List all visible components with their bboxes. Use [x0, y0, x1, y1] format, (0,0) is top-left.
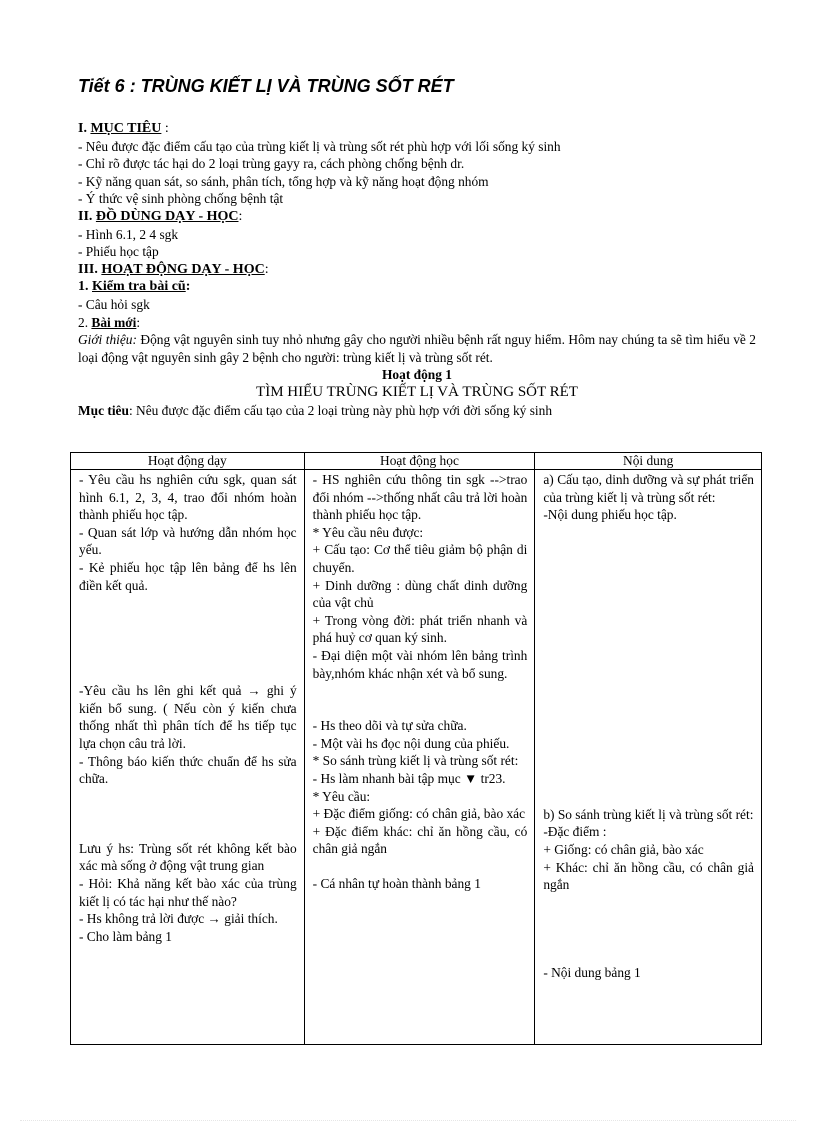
part-suffix: : [136, 314, 141, 330]
objective-item: - Chỉ rõ được tác hại do 2 loại trùng gayy ra, cách phòng chống bệnh dr. [78, 156, 465, 172]
student-step: - Hs làm nhanh bài tập mục ▼ tr23. [312, 770, 506, 786]
content-item: -Nội dung phiếu học tập. [543, 507, 677, 523]
objective-item: - Nêu được đặc điểm cấu tạo của trùng kiết lị và trùng sốt rét phù hợp với lối sống ký sinh [78, 138, 561, 154]
student-step: - Cá nhân tự hoàn thành bảng 1 [312, 875, 481, 891]
content-item: - Nội dung bảng 1 [543, 964, 641, 980]
content-item: a) Cấu tạo, dinh dưỡng và sự phát triển của trùng kiết lị và trùng sốt rét: [543, 472, 754, 505]
section-suffix: : [264, 261, 269, 277]
teacher-step: - Quan sát lớp và hướng dẫn nhóm học yếu. [79, 524, 297, 558]
part-suffix: : [185, 279, 191, 295]
section-activities-heading [78, 261, 756, 279]
section-objectives-heading [78, 120, 756, 138]
student-step: - Hs theo dõi và tự sửa chữa. [312, 718, 467, 734]
goal-label: Mục tiêu [78, 402, 129, 418]
part-heading-text: Bài mới [91, 314, 137, 330]
section-heading-text: HOẠT ĐỘNG DẠY - HỌC [101, 261, 265, 277]
activity-subtitle: TÌM HIỂU TRÙNG KIẾT LỊ VÀ TRÙNG SỐT RÉT [256, 383, 578, 400]
content-item: + Khác: chỉ ăn hồng cầu, có chân giả ngắn [543, 859, 754, 893]
part-number: 1. [78, 279, 92, 295]
review-item: - Câu hỏi sgk [78, 296, 150, 312]
activity-title: Hoạt động 1 [382, 367, 452, 383]
teacher-step: - Hs không trả lời được → giải thích. [79, 911, 278, 927]
introduction-paragraph [78, 331, 756, 366]
teacher-step: - Yêu cầu hs nghiên cứu sgk, quan sát hình 6.1, 2, 3, 4, trao đổi nhóm hoàn thành phiếu học tập. [79, 472, 297, 523]
table-row [71, 470, 762, 1045]
intro-label: Giới thiệu: [78, 332, 137, 348]
student-step: * Yêu cầu: [312, 788, 371, 804]
header-teacher-activity: Hoạt động dạy [71, 453, 305, 470]
lesson-table [70, 452, 762, 1045]
activity-goal [78, 402, 756, 420]
content-item: -Đặc điểm : [543, 824, 607, 840]
student-step: + Dinh dưỡng : dùng chất dinh dưỡng của vật chủ [312, 577, 528, 611]
student-step: + Đặc điểm khác: chỉ ăn hồng cầu, có chân giả ngắn [312, 823, 528, 857]
lesson-title: Tiết 6 : TRÙNG KIẾT LỊ VÀ TRÙNG SỐT RÉT [78, 76, 454, 96]
student-step: + Đặc điểm giống: có chân giả, bào xác [312, 806, 526, 822]
section-number: III. [78, 261, 102, 277]
section-suffix: : [161, 121, 169, 136]
intro-text: Động vật nguyên sinh tuy nhỏ nhưng gây cho người nhiều bệnh rất nguy hiểm. Hôm nay chúng ta sẽ tìm hiểu về 2 loại động vật nguyên sinh gây 2 bệnh cho người: trùng kiết lị và trùng sốt rét. [78, 332, 757, 365]
student-step: - Một vài hs đọc nội dung của phiếu. [312, 735, 510, 751]
student-step: - HS nghiên cứu thông tin sgk -->trao đổi nhóm -->thống nhất câu trả lời hoàn thành phiếu học tập. [312, 472, 528, 523]
objective-item: - Kỹ năng quan sát, so sánh, phân tích, tổng hợp và kỹ năng hoạt động nhóm [78, 173, 489, 189]
table-header-row [71, 453, 762, 470]
student-step: * So sánh trùng kiết lị và trùng sốt rét: [312, 753, 519, 769]
section-number: II. [78, 208, 96, 224]
lesson-body [78, 120, 756, 419]
objective-item: - Ý thức vệ sinh phòng chống bệnh tật [78, 191, 284, 207]
student-activity-cell [304, 470, 535, 1045]
section-heading-text: ĐỒ DÙNG DẠY - HỌC [95, 208, 239, 224]
section-materials-heading [78, 208, 756, 226]
teacher-step: - Cho làm bảng 1 [79, 928, 172, 944]
goal-text: : Nêu được đặc điểm cấu tạo của 2 loại trùng này phù hợp với đời sống ký sinh [128, 402, 553, 418]
section-heading-text: MỤC TIÊU [90, 121, 162, 136]
teacher-step: -Yêu cầu hs lên ghi kết quả → ghi ý kiến bổ sung. ( Nếu còn ý kiến chưa thống nhất thì phân tích để hs tiếp tục lựa chọn câu trả lời. [79, 683, 297, 751]
student-step: + Cấu tạo: Cơ thể tiêu giảm bộ phận di chuyển. [312, 542, 528, 575]
teacher-step: - Thông báo kiến thức chuẩn để hs sửa chữa. [79, 753, 297, 787]
content-cell [535, 470, 762, 1045]
section-number: I. [78, 121, 91, 136]
material-item: - Phiếu học tập [78, 244, 159, 260]
student-step: + Trong vòng đời: phát triển nhanh và phá huỷ cơ quan ký sinh. [312, 612, 528, 646]
page-bottom-divider [20, 1120, 796, 1121]
material-item: - Hình 6.1, 2 4 sgk [78, 226, 179, 242]
teacher-step: - Kẻ phiếu học tập lên bảng để hs lên điền kết quả. [79, 559, 297, 593]
teacher-step: Lưu ý hs: Trùng sốt rét không kết bào xác mà sống ở động vật trung gian [79, 840, 297, 874]
teacher-step: - Hỏi: Khả năng kết bào xác của trùng kiết lị có tác hại như thế nào? [79, 875, 297, 909]
part-heading-text: Kiểm tra bài cũ [92, 279, 186, 295]
student-step: * Yêu cầu nêu được: [312, 524, 424, 540]
content-item: + Giống: có chân giả, bào xác [543, 841, 704, 857]
part-review-heading [78, 278, 756, 296]
student-step: - Đại diện một vài nhóm lên bảng trình bày,nhóm khác nhận xét và bổ sung. [312, 647, 528, 681]
part-new-lesson-heading [78, 314, 756, 332]
content-item: b) So sánh trùng kiết lị và trùng sốt rét: [543, 806, 754, 822]
section-suffix: : [238, 208, 243, 224]
header-student-activity: Hoạt động học [304, 453, 535, 470]
part-number: 2. [78, 314, 92, 330]
header-content: Nội dung [535, 453, 762, 470]
teacher-activity-cell [71, 470, 305, 1045]
